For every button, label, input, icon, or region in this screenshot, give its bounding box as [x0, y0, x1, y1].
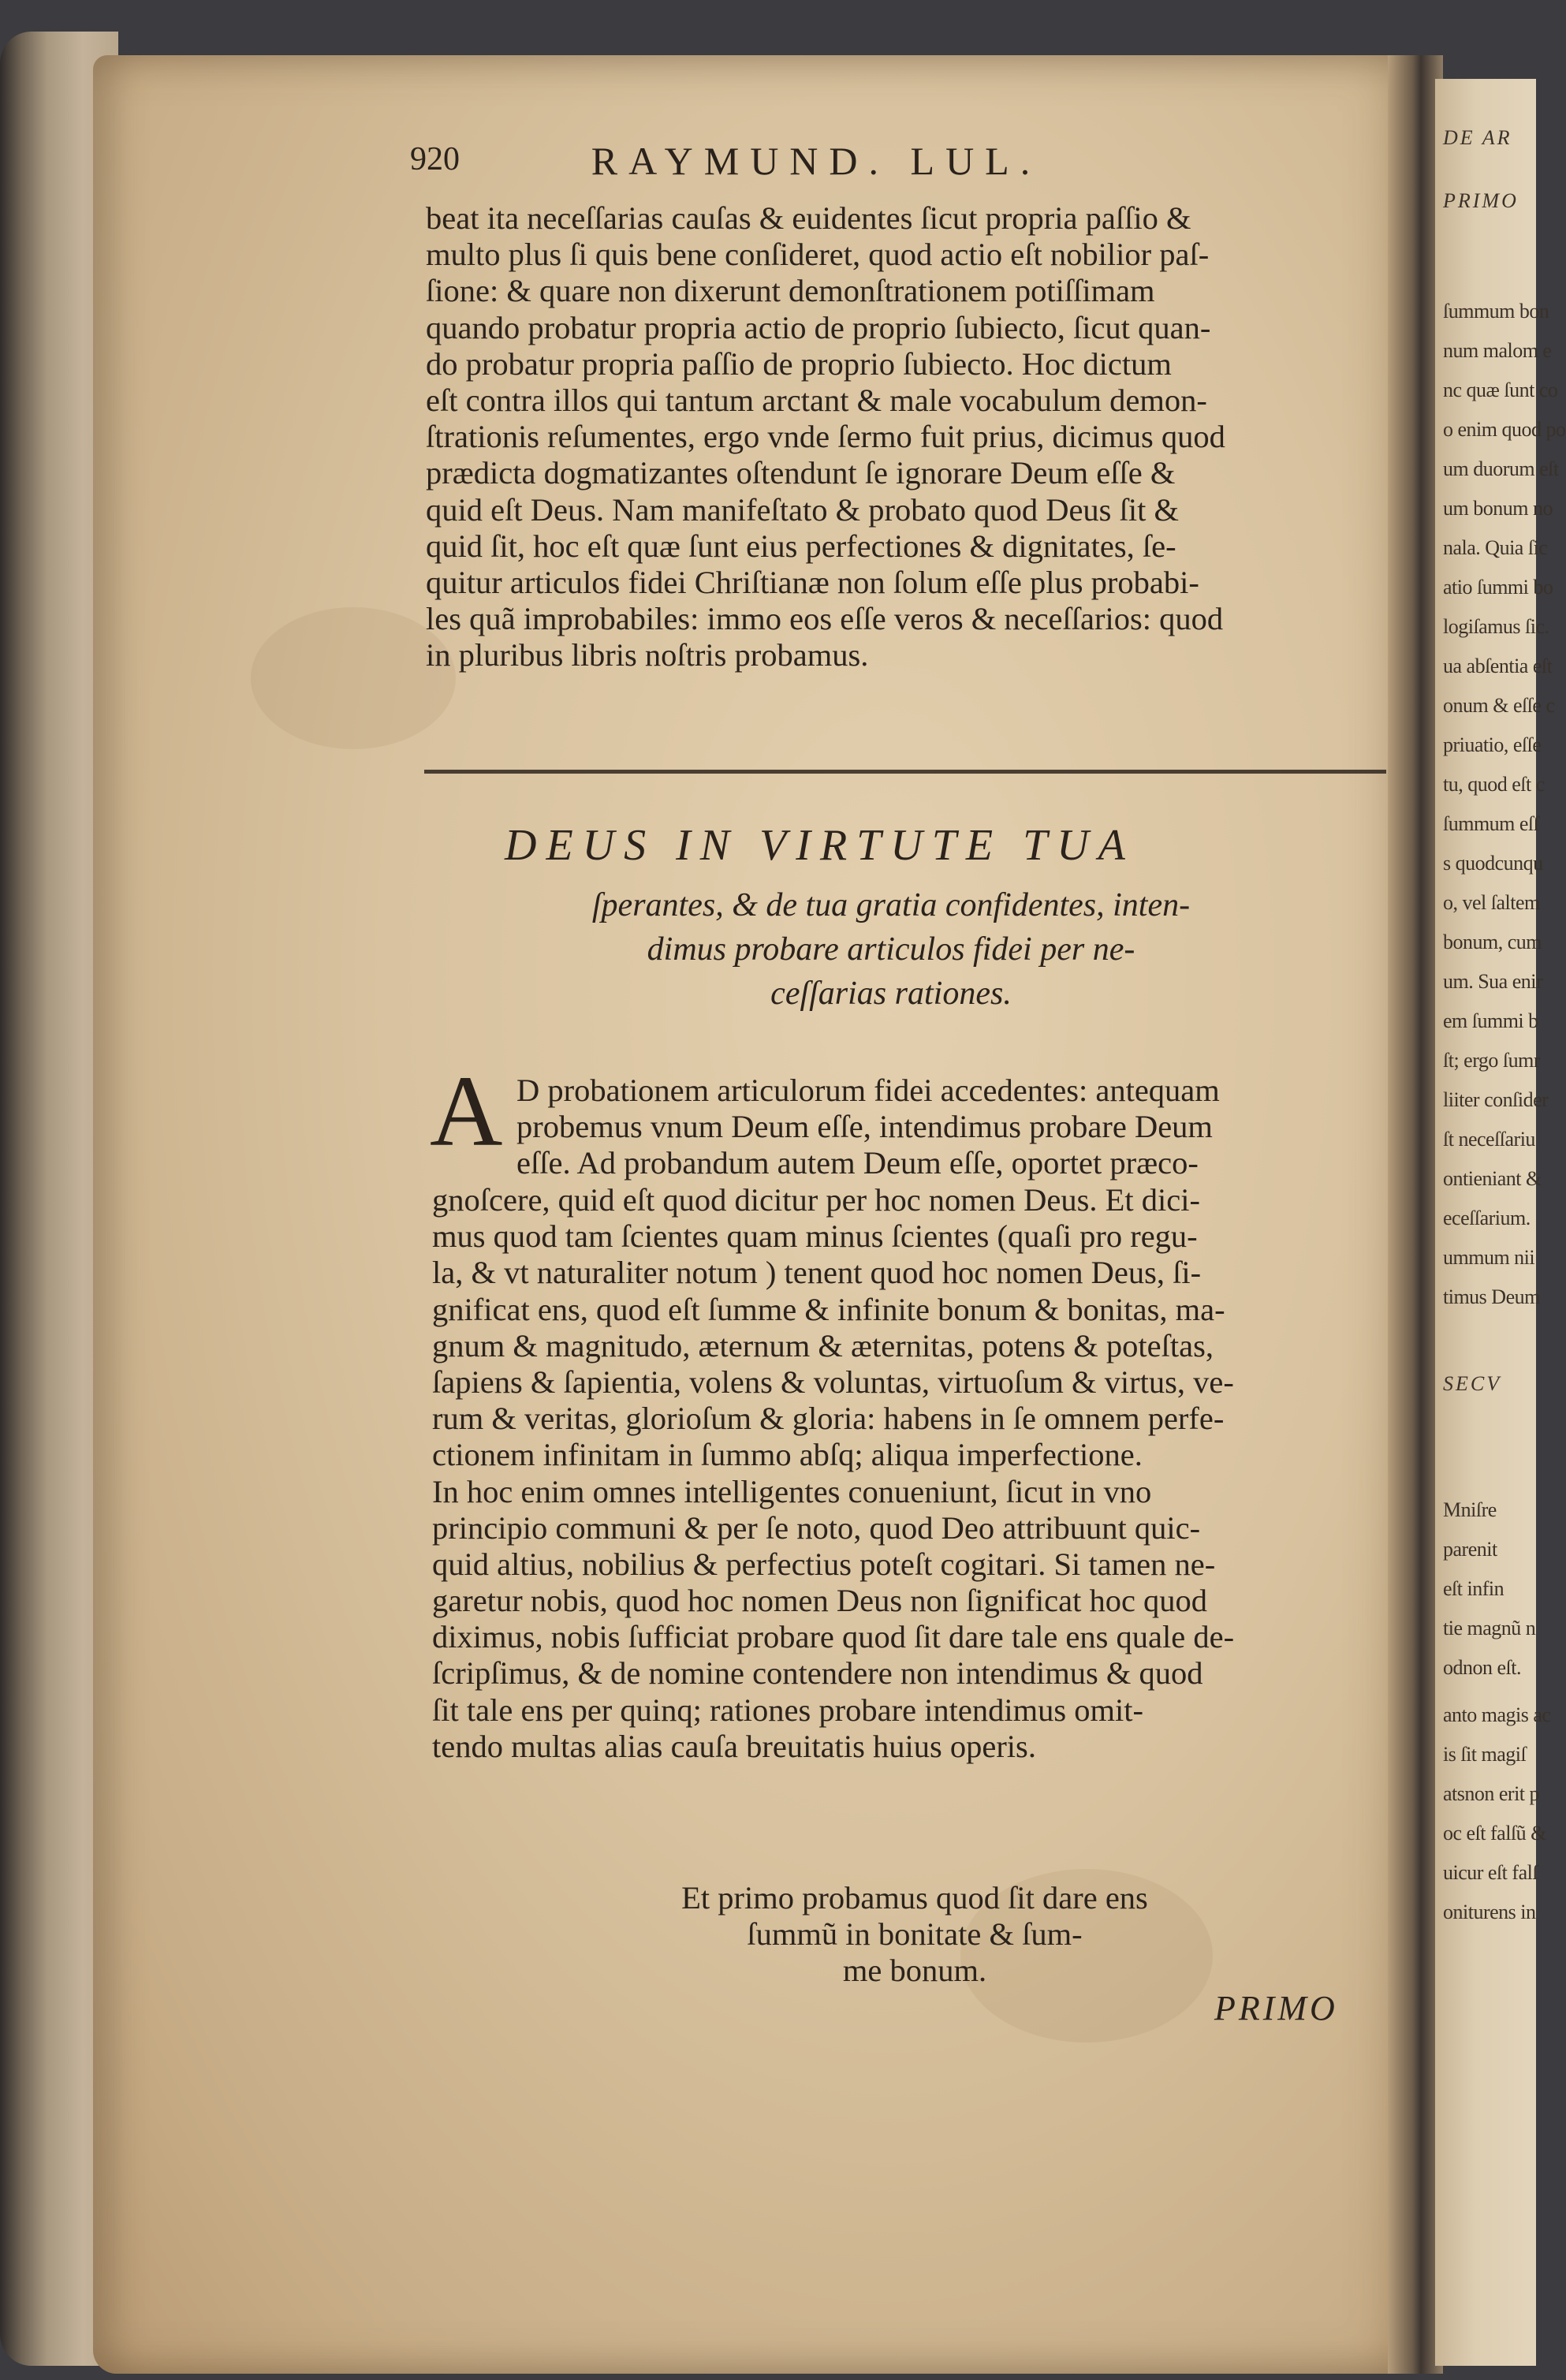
section-heading: DEUS IN VIRTUTE TUA	[505, 821, 1135, 870]
facing-page-fragment: um bonum no	[1443, 497, 1553, 520]
catchword: PRIMO	[1214, 1989, 1338, 2027]
facing-page	[1435, 79, 1566, 2366]
facing-page-fragment: PRIMO	[1443, 189, 1519, 212]
facing-page-fragment: odnon eſt.	[1443, 1656, 1521, 1679]
heading-line: ceſſarias rationes.	[770, 976, 1012, 1012]
facing-page-fragment: ua abſentia eſt	[1443, 655, 1553, 677]
text-line: quid eſt Deus. Nam manifeſtato & probato quod Deus ſit &	[426, 491, 1179, 528]
text-line: garetur nobis, quod hoc nomen Deus non ſignificat hoc quod	[432, 1583, 1208, 1619]
text-line: ctionem infinitam in ſummo abſq; aliqua imperfectione.	[432, 1437, 1143, 1473]
closing-lines	[426, 1880, 1404, 1990]
heading-line: dimus probare articulos fidei per ne-	[647, 931, 1135, 968]
facing-page-fragment: uicur eſt falſ	[1443, 1861, 1538, 1884]
text-line: ſcripſimus, & de nomine contendere non intendimus & quod	[432, 1655, 1203, 1692]
facing-page-fragment: o enim quod po	[1443, 418, 1566, 441]
opening-lines	[516, 1072, 1384, 1182]
facing-page-fragment: ſt neceſſariu	[1443, 1128, 1535, 1151]
facing-page-fragment: priuatio, eſſe	[1443, 733, 1542, 756]
text-line: prædicta dogmatizantes oſtendunt ſe ignorare Deum eſſe &	[426, 455, 1176, 491]
text-line: in pluribus libris noſtris probamus.	[426, 637, 869, 673]
text-line: rum & veritas, glorioſum & gloria: habens in ſe omnem perfe-	[432, 1401, 1225, 1437]
facing-page-fragment: um duorum eſt	[1443, 457, 1559, 480]
facing-page-fragment: nc quæ ſunt co	[1443, 379, 1558, 401]
text-line: D probationem articulorum fidei accedentes: antequam	[516, 1072, 1220, 1108]
text-line: ſapiens & ſapientia, volens & voluntas, virtuoſum & virtus, ve-	[432, 1363, 1234, 1400]
facing-page-fragment: um. Sua enir	[1443, 970, 1543, 993]
text-line: beat ita neceſſarias cauſas & euidentes ſicut propria paſſio &	[426, 200, 1191, 236]
facing-page-fragment: atio ſummi bo	[1443, 576, 1553, 599]
text-line: multo plus ſi quis bene conſideret, quod actio eſt nobilior paſ-	[426, 237, 1210, 273]
text-line: principio communi & per ſe noto, quod Deo attribuunt quic-	[432, 1509, 1201, 1546]
facing-page-fragment: eſt infin	[1443, 1577, 1504, 1600]
text-line: do probatur propria paſſio de proprio ſubiecto. Hoc dictum	[426, 345, 1172, 382]
text-line: eſt contra illos qui tantum arctant & male vocabulum demon-	[426, 382, 1207, 418]
section-rule	[424, 770, 1386, 774]
facing-page-fragment: ſummum eſſ	[1443, 812, 1539, 835]
text-line: ſit tale ens per quinq; rationes probare intendimus omit-	[432, 1692, 1144, 1728]
text-line: diximus, nobis ſufficiat probare quod ſit dare tale ens quale de-	[432, 1619, 1235, 1655]
facing-page-fragment: parenit	[1443, 1538, 1497, 1561]
text-line: eſſe. Ad probandum autem Deum eſſe, oportet præco-	[516, 1145, 1199, 1181]
text-line: tendo multas alias cauſa breuitatis huius operis.	[432, 1728, 1036, 1764]
facing-page-fragment: atsnon erit p	[1443, 1782, 1540, 1805]
facing-page-fragment: onum & eſſe c	[1443, 694, 1555, 717]
facing-page-fragment: bonum, cum	[1443, 931, 1542, 953]
drop-capital: A	[430, 1055, 503, 1167]
text-line: quando probatur propria actio de proprio ſubiecto, ſicut quan-	[426, 309, 1211, 345]
facing-page-fragment: num malom e	[1443, 339, 1552, 362]
text-line: gnificat ens, quod eſt ſumme & infinite bonum & bonitas, ma-	[432, 1291, 1225, 1327]
text-line: ſtrationis reſumentes, ergo vnde ſermo fuit prius, dicimus quod	[426, 419, 1225, 455]
facing-page-fragment: is ſit magiſ	[1443, 1743, 1527, 1766]
text-line: me bonum.	[842, 1953, 987, 1989]
facing-page-fragment: SECV	[1443, 1372, 1502, 1395]
facing-page-fragment: o, vel ſaltem	[1443, 891, 1540, 914]
facing-page-fragment: ontieniant &	[1443, 1167, 1542, 1190]
text-line: Et primo probamus quod ſit dare ens	[681, 1880, 1148, 1916]
text-line: gnoſcere, quid eſt quod dicitur per hoc nomen Deus. Et dici-	[432, 1182, 1200, 1218]
text-line: mus quod tam ſcientes quam minus ſcientes (quaſi pro regu-	[432, 1218, 1198, 1255]
facing-page-fragment: ummum nii	[1443, 1246, 1535, 1269]
facing-page-fragment: oniturens in	[1443, 1901, 1536, 1923]
section-subheading	[426, 883, 1356, 1016]
text-line: ſummũ in bonitate & ſum-	[747, 1916, 1083, 1953]
facing-page-fragment: ſt; ergo ſumr	[1443, 1049, 1541, 1072]
facing-page-fragment: eceſſarium.	[1443, 1207, 1531, 1229]
facing-page-fragment: s quodcunqu	[1443, 852, 1543, 875]
facing-page-fragment: logiſamus ſic.	[1443, 615, 1549, 638]
facing-page-fragment: tu, quod eſt c	[1443, 773, 1545, 796]
facing-page-fragment: anto magis ac	[1443, 1703, 1551, 1726]
facing-page-fragment: Mniſre	[1443, 1498, 1497, 1521]
running-head: RAYMUND. LUL.	[591, 139, 1042, 183]
paper-stain	[251, 607, 456, 749]
top-paragraph	[426, 200, 1388, 673]
body-paragraph	[432, 1182, 1386, 1765]
facing-page-fragment: liiter conſider	[1443, 1088, 1549, 1111]
facing-page-fragment: tie magnũ n	[1443, 1617, 1536, 1640]
text-line: In hoc enim omnes intelligentes conueniunt, ſicut in vno	[432, 1473, 1152, 1509]
facing-page-fragment: ſummum bon	[1443, 300, 1549, 323]
text-line: les quã improbabiles: immo eos eſſe veros & neceſſarios: quod	[426, 601, 1224, 637]
text-line: ſione: & quare non dixerunt demonſtrationem potiſſimam	[426, 273, 1155, 309]
text-line: gnum & magnitudo, æternum & æternitas, potens & poteſtas,	[432, 1327, 1214, 1363]
facing-page-fragment: oc eſt falſũ &	[1443, 1822, 1546, 1845]
facing-page-fragment: DE AR	[1443, 126, 1512, 149]
text-line: probemus vnum Deum eſſe, intendimus probare Deum	[516, 1109, 1213, 1145]
text-line: quid ſit, hoc eſt quæ ſunt eius perfectiones & dignitates, ſe-	[426, 528, 1176, 564]
page-number: 920	[410, 141, 460, 177]
facing-page-fragment: timus Deum	[1443, 1285, 1540, 1308]
text-line: quid altius, nobilius & perfectius poteſt cogitari. Si tamen ne-	[432, 1546, 1216, 1582]
facing-page-fragment: em ſummi b	[1443, 1009, 1538, 1032]
text-line: la, & vt naturaliter notum ) tenent quod hoc nomen Deus, ſi-	[432, 1255, 1202, 1291]
facing-page-fragment: nala. Quia ſic	[1443, 536, 1548, 559]
text-line: quitur articulos fidei Chriſtianæ non ſolum eſſe plus probabi-	[426, 564, 1199, 600]
heading-line: ſperantes, & de tua gratia confidentes, inten-	[591, 887, 1191, 923]
